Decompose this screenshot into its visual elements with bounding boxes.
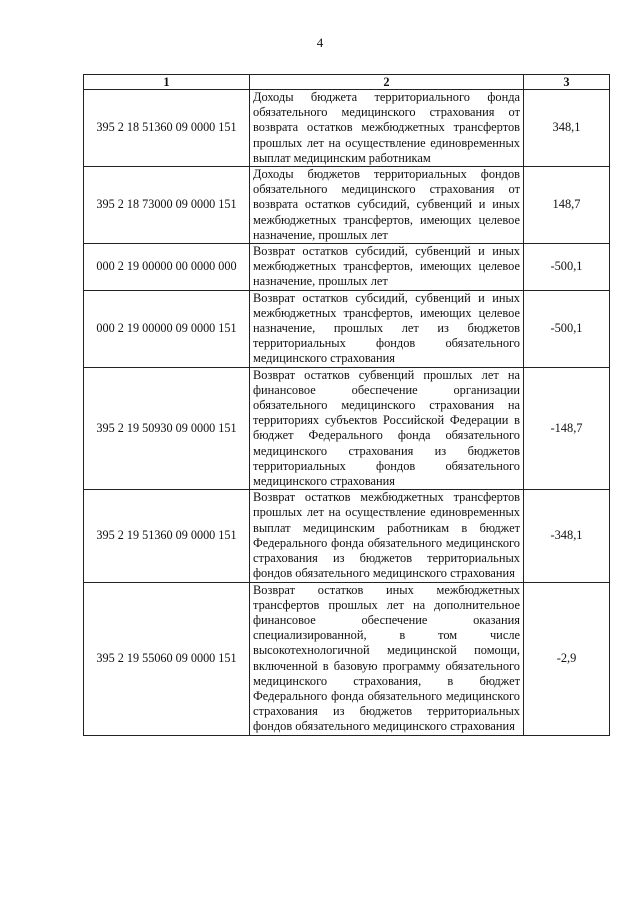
budget-code: 395 2 19 51360 09 0000 151 [84,490,250,582]
row-amount: -500,1 [524,290,610,367]
budget-code: 395 2 18 73000 09 0000 151 [84,167,250,244]
table-row [84,167,610,244]
table-row [84,290,610,367]
row-description: Возврат остатков субвенций прошлых лет на финансовое обеспечение организации обязательного медицинского страхования на территориях субъектов Российской Федерации в бюджет Федерального фонда обязательного медицинского страхования из бюджетов территориальных фондов обязательного медицинского страхования [250,367,524,490]
column-header-3: 3 [524,75,610,90]
row-amount: -348,1 [524,490,610,582]
table-row [84,582,610,735]
row-description: Доходы бюджетов территориальных фондов обязательного медицинского страхования от возврата остатков субсидий, субвенций и иных межбюджетных трансфертов, имеющих целевое назначение, прошлых лет [250,167,524,244]
column-header-1: 1 [84,75,250,90]
budget-code: 395 2 19 55060 09 0000 151 [84,582,250,735]
row-description: Возврат остатков межбюджетных трансфертов прошлых лет на осуществление единовременных выплат медицинским работникам в бюджет Федерального фонда обязательного медицинского страхования из бюджетов территориальных фондов обязательного медицинского страхования [250,490,524,582]
row-description: Возврат остатков субсидий, субвенций и иных межбюджетных трансфертов, имеющих целевое назначение, прошлых лет из бюджетов территориальных фондов обязательного медицинского страхования [250,290,524,367]
table-row [84,244,610,291]
budget-table [83,74,610,736]
row-amount: 348,1 [524,90,610,167]
table-row [84,490,610,582]
row-description: Возврат остатков субсидий, субвенций и иных межбюджетных трансфертов, имеющих целевое назначение, прошлых лет [250,244,524,291]
table-header-row [84,75,610,90]
row-amount: -500,1 [524,244,610,291]
budget-code: 000 2 19 00000 09 0000 151 [84,290,250,367]
row-description: Возврат остатков иных межбюджетных трансфертов прошлых лет на дополнительное финансовое обеспечение оказания специализированной, в том числе высокотехнологичной медицинской помощи, включенной в базовую программу обязательного медицинского страхования, в бюджет Федерального фонда обязательного медицинского страхования из бюджетов территориальных фондов обязательного медицинского страхования [250,582,524,735]
row-description: Доходы бюджета территориального фонда обязательного медицинского страхования от возврата остатков межбюджетных трансфертов прошлых лет на осуществление единовременных выплат медицинским работникам [250,90,524,167]
row-amount: 148,7 [524,167,610,244]
budget-code: 395 2 19 50930 09 0000 151 [84,367,250,490]
row-amount: -2,9 [524,582,610,735]
table-row [84,367,610,490]
column-header-2: 2 [250,75,524,90]
table-row [84,90,610,167]
budget-code: 000 2 19 00000 00 0000 000 [84,244,250,291]
row-amount: -148,7 [524,367,610,490]
page-number: 4 [316,35,324,50]
budget-code: 395 2 18 51360 09 0000 151 [84,90,250,167]
